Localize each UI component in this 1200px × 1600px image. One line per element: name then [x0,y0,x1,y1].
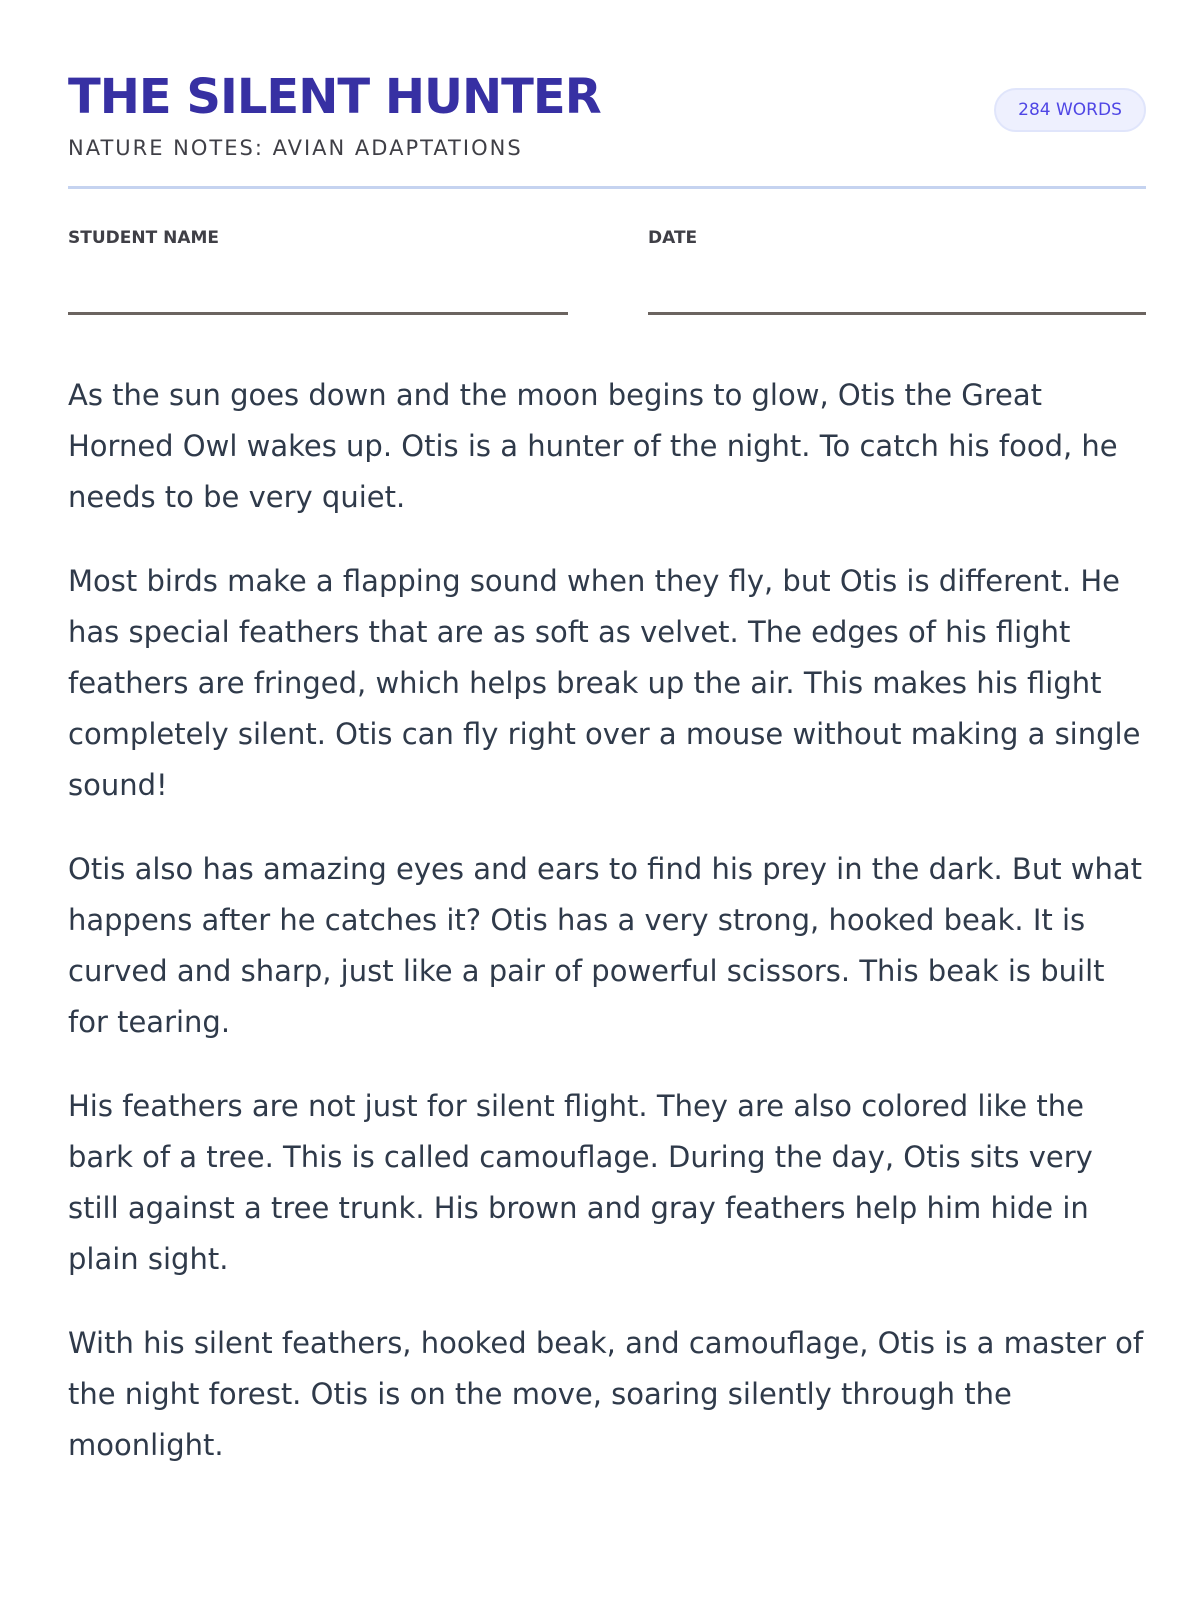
page-title: THE SILENT HUNTER [68,69,601,125]
story-paragraph: With his silent feathers, hooked beak, and camouflage, Otis is a master of the night forest. Otis is on the move, soaring silently through the moonlight. [68,1326,1144,1462]
story-paragraph: Most birds make a flapping sound when they fly, but Otis is different. He has special feathers that are as soft as velvet. The edges of his flight feathers are fringed, which helps break up the air. This makes his flight completely silent. Otis can fly right over a mouse without making a single sound! [68,564,1141,802]
page-subtitle: NATURE NOTES: AVIAN ADAPTATIONS [68,136,523,160]
worksheet-header [68,68,1146,189]
story-paragraph: As the sun goes down and the moon begins to glow, Otis the Great Horned Owl wakes up. Otis is a hunter of the night. To catch his food, he needs to be very quiet. [68,378,1118,514]
worksheet-page [68,0,1146,1600]
student-name-write-line[interactable] [68,312,568,315]
date-label: DATE [648,228,698,248]
story-paragraph: Otis also has amazing eyes and ears to find his prey in the dark. But what happens after he catches it? Otis has a very strong, hooked beak. It is curved and sharp, just like a pair of powerful scissors. This beak is built for tearing. [68,852,1143,1039]
story-body [68,370,1146,1504]
date-write-line[interactable] [648,312,1146,315]
student-name-field[interactable] [68,226,568,316]
word-count-badge: 284 WORDS [994,88,1146,132]
date-field[interactable] [648,226,1146,316]
student-name-label: STUDENT NAME [68,228,220,248]
story-paragraph: His feathers are not just for silent flight. They are also colored like the bark of a tree. This is called camouflage. During the day, Otis sits very still against a tree trunk. His brown and gray feathers help him hide in plain sight. [68,1089,1093,1276]
